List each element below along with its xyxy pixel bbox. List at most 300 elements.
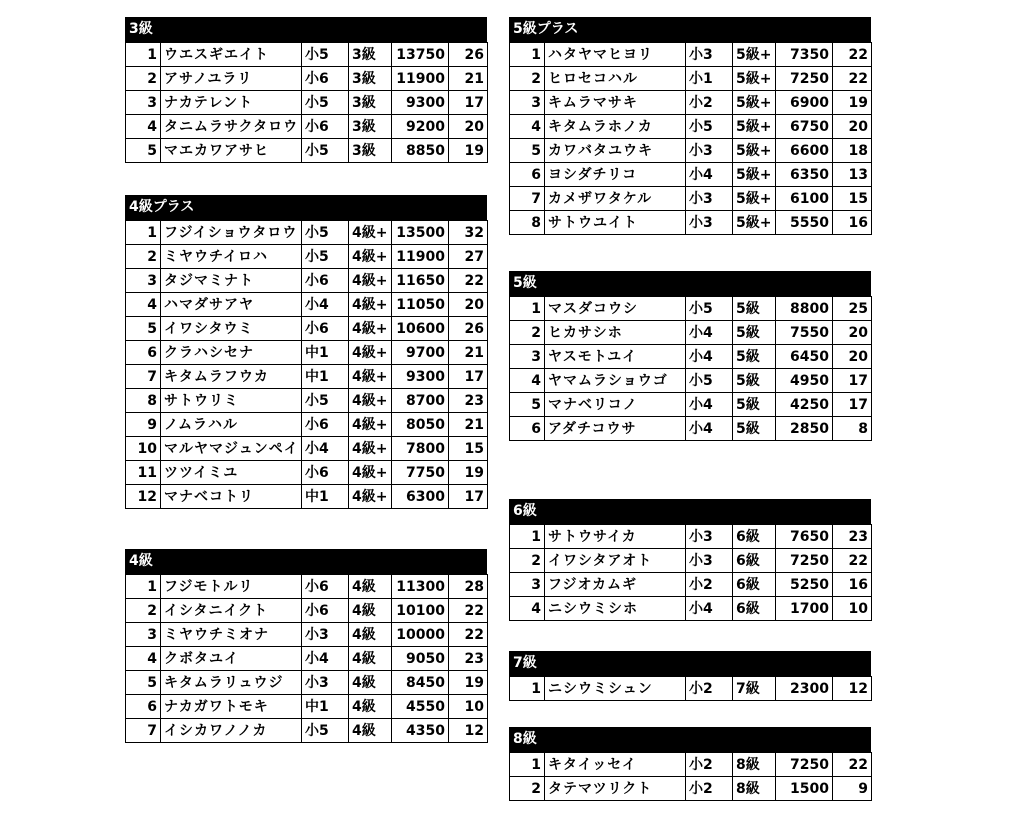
score-cell: 9050: [392, 647, 449, 671]
name-cell: マナベコトリ: [161, 485, 302, 509]
name-cell: カワバタユウキ: [545, 139, 686, 163]
grade-cell: 小2: [686, 777, 733, 801]
level-cell: 4級+: [349, 365, 392, 389]
table-row: [126, 67, 488, 91]
grade-cell: 小3: [686, 43, 733, 67]
ranking-table: [509, 296, 872, 441]
level-cell: 4級+: [349, 461, 392, 485]
games-cell: 20: [833, 321, 872, 345]
ranking-block: [509, 271, 871, 441]
score-cell: 8050: [392, 413, 449, 437]
rank-cell: 4: [126, 115, 161, 139]
block-title: 5級: [509, 271, 871, 296]
grade-cell: 小5: [302, 719, 349, 743]
games-cell: 12: [449, 719, 488, 743]
name-cell: マエカワアサヒ: [161, 139, 302, 163]
grade-cell: 小6: [302, 413, 349, 437]
games-cell: 26: [449, 317, 488, 341]
grade-cell: 小5: [302, 43, 349, 67]
rank-cell: 4: [510, 597, 545, 621]
score-cell: 7250: [776, 549, 833, 573]
rank-cell: 10: [126, 437, 161, 461]
score-cell: 10600: [392, 317, 449, 341]
score-cell: 9300: [392, 91, 449, 115]
level-cell: 5級+: [733, 187, 776, 211]
level-cell: 4級: [349, 719, 392, 743]
ranking-table: [509, 524, 872, 621]
name-cell: カメザワタケル: [545, 187, 686, 211]
name-cell: キムラマサキ: [545, 91, 686, 115]
games-cell: 23: [449, 647, 488, 671]
name-cell: クラハシセナ: [161, 341, 302, 365]
level-cell: 6級: [733, 549, 776, 573]
level-cell: 4級+: [349, 413, 392, 437]
ranking-table: [509, 676, 872, 701]
score-cell: 9200: [392, 115, 449, 139]
level-cell: 3級: [349, 91, 392, 115]
score-cell: 7350: [776, 43, 833, 67]
games-cell: 8: [833, 417, 872, 441]
games-cell: 17: [833, 369, 872, 393]
grade-cell: 小3: [686, 187, 733, 211]
rank-cell: 7: [510, 187, 545, 211]
table-row: [510, 321, 872, 345]
grade-cell: 小6: [302, 317, 349, 341]
rank-cell: 7: [126, 719, 161, 743]
level-cell: 5級+: [733, 163, 776, 187]
games-cell: 22: [449, 269, 488, 293]
name-cell: ハマダサアヤ: [161, 293, 302, 317]
table-row: [510, 115, 872, 139]
score-cell: 8850: [392, 139, 449, 163]
name-cell: ヤマムラショウゴ: [545, 369, 686, 393]
score-cell: 7650: [776, 525, 833, 549]
score-cell: 4250: [776, 393, 833, 417]
level-cell: 6級: [733, 597, 776, 621]
grade-cell: 小5: [302, 91, 349, 115]
level-cell: 5級: [733, 369, 776, 393]
table-row: [126, 485, 488, 509]
ranking-table: [509, 42, 872, 235]
table-row: [510, 677, 872, 701]
name-cell: キタムラフウカ: [161, 365, 302, 389]
table-row: [510, 753, 872, 777]
table-row: [126, 413, 488, 437]
rank-cell: 3: [510, 91, 545, 115]
grade-cell: 小5: [302, 245, 349, 269]
name-cell: キタムラリュウジ: [161, 671, 302, 695]
table-row: [510, 91, 872, 115]
games-cell: 19: [833, 91, 872, 115]
games-cell: 21: [449, 67, 488, 91]
level-cell: 3級: [349, 43, 392, 67]
score-cell: 13500: [392, 221, 449, 245]
rank-cell: 1: [510, 525, 545, 549]
grade-cell: 小3: [302, 671, 349, 695]
name-cell: イワシタアオト: [545, 549, 686, 573]
grade-cell: 小3: [686, 549, 733, 573]
games-cell: 22: [833, 43, 872, 67]
score-cell: 11900: [392, 245, 449, 269]
level-cell: 5級: [733, 417, 776, 441]
grade-cell: 小3: [302, 623, 349, 647]
games-cell: 19: [449, 671, 488, 695]
games-cell: 17: [449, 485, 488, 509]
score-cell: 13750: [392, 43, 449, 67]
ranking-table: [509, 752, 872, 801]
rank-cell: 4: [126, 647, 161, 671]
grade-cell: 小6: [302, 461, 349, 485]
ranking-block: [125, 17, 487, 163]
games-cell: 16: [833, 211, 872, 235]
rank-cell: 2: [510, 321, 545, 345]
games-cell: 22: [449, 599, 488, 623]
level-cell: 5級+: [733, 91, 776, 115]
games-cell: 10: [833, 597, 872, 621]
grade-cell: 小1: [686, 67, 733, 91]
level-cell: 7級: [733, 677, 776, 701]
ranking-table: [125, 220, 488, 509]
grade-cell: 中1: [302, 485, 349, 509]
table-row: [510, 345, 872, 369]
games-cell: 20: [833, 115, 872, 139]
score-cell: 8800: [776, 297, 833, 321]
grade-cell: 小4: [302, 647, 349, 671]
games-cell: 28: [449, 575, 488, 599]
games-cell: 17: [833, 393, 872, 417]
score-cell: 11050: [392, 293, 449, 317]
level-cell: 4級+: [349, 245, 392, 269]
rank-cell: 3: [126, 91, 161, 115]
name-cell: ミヤウチイロハ: [161, 245, 302, 269]
games-cell: 16: [833, 573, 872, 597]
ranking-table: [125, 574, 488, 743]
table-row: [126, 221, 488, 245]
level-cell: 5級: [733, 297, 776, 321]
name-cell: サトウリミ: [161, 389, 302, 413]
grade-cell: 小3: [686, 525, 733, 549]
table-row: [510, 597, 872, 621]
rank-cell: 1: [510, 43, 545, 67]
rank-cell: 1: [126, 575, 161, 599]
score-cell: 6300: [392, 485, 449, 509]
games-cell: 23: [833, 525, 872, 549]
games-cell: 22: [833, 67, 872, 91]
block-title: 5級プラス: [509, 17, 871, 42]
level-cell: 5級: [733, 393, 776, 417]
grade-cell: 中1: [302, 365, 349, 389]
grade-cell: 小2: [686, 677, 733, 701]
games-cell: 20: [449, 115, 488, 139]
level-cell: 4級+: [349, 269, 392, 293]
games-cell: 13: [833, 163, 872, 187]
games-cell: 18: [833, 139, 872, 163]
table-row: [126, 91, 488, 115]
rank-cell: 3: [510, 345, 545, 369]
rank-cell: 2: [126, 67, 161, 91]
name-cell: ヒロセコハル: [545, 67, 686, 91]
table-row: [510, 369, 872, 393]
games-cell: 15: [833, 187, 872, 211]
level-cell: 5級: [733, 321, 776, 345]
name-cell: マナベリコノ: [545, 393, 686, 417]
games-cell: 22: [833, 549, 872, 573]
grade-cell: 小2: [686, 753, 733, 777]
table-row: [126, 575, 488, 599]
games-cell: 23: [449, 389, 488, 413]
rank-cell: 1: [126, 221, 161, 245]
table-row: [510, 139, 872, 163]
ranking-block: [125, 195, 487, 509]
games-cell: 21: [449, 413, 488, 437]
name-cell: ニシウミシホ: [545, 597, 686, 621]
rank-cell: 11: [126, 461, 161, 485]
level-cell: 4級+: [349, 293, 392, 317]
name-cell: キタイッセイ: [545, 753, 686, 777]
name-cell: ノムラハル: [161, 413, 302, 437]
table-row: [126, 599, 488, 623]
level-cell: 4級+: [349, 317, 392, 341]
grade-cell: 中1: [302, 695, 349, 719]
table-row: [126, 43, 488, 67]
table-row: [510, 393, 872, 417]
score-cell: 7800: [392, 437, 449, 461]
rank-cell: 4: [126, 293, 161, 317]
level-cell: 8級: [733, 753, 776, 777]
score-cell: 5550: [776, 211, 833, 235]
rank-cell: 4: [510, 115, 545, 139]
score-cell: 5250: [776, 573, 833, 597]
table-row: [510, 417, 872, 441]
games-cell: 9: [833, 777, 872, 801]
rank-cell: 1: [510, 297, 545, 321]
score-cell: 4550: [392, 695, 449, 719]
table-row: [126, 139, 488, 163]
name-cell: マスダコウシ: [545, 297, 686, 321]
score-cell: 9300: [392, 365, 449, 389]
table-row: [126, 269, 488, 293]
table-row: [126, 365, 488, 389]
rank-cell: 5: [126, 671, 161, 695]
grade-cell: 小4: [686, 417, 733, 441]
level-cell: 4級: [349, 599, 392, 623]
name-cell: サトウユイト: [545, 211, 686, 235]
name-cell: サトウサイカ: [545, 525, 686, 549]
rank-cell: 6: [510, 163, 545, 187]
grade-cell: 小6: [302, 269, 349, 293]
games-cell: 17: [449, 91, 488, 115]
grade-cell: 小2: [686, 573, 733, 597]
level-cell: 5級+: [733, 139, 776, 163]
score-cell: 6450: [776, 345, 833, 369]
table-row: [510, 43, 872, 67]
table-row: [126, 245, 488, 269]
table-row: [510, 573, 872, 597]
games-cell: 10: [449, 695, 488, 719]
table-row: [510, 297, 872, 321]
level-cell: 4級: [349, 647, 392, 671]
grade-cell: 小5: [302, 139, 349, 163]
rank-cell: 1: [126, 43, 161, 67]
level-cell: 5級+: [733, 43, 776, 67]
table-row: [126, 389, 488, 413]
block-title: 7級: [509, 651, 871, 676]
score-cell: 7250: [776, 753, 833, 777]
level-cell: 4級: [349, 623, 392, 647]
table-row: [510, 549, 872, 573]
games-cell: 20: [833, 345, 872, 369]
rank-cell: 5: [510, 393, 545, 417]
rank-cell: 5: [126, 139, 161, 163]
table-row: [126, 293, 488, 317]
score-cell: 7550: [776, 321, 833, 345]
rank-cell: 2: [126, 245, 161, 269]
grade-cell: 小5: [302, 221, 349, 245]
level-cell: 4級: [349, 575, 392, 599]
name-cell: ウエスギエイト: [161, 43, 302, 67]
rank-cell: 5: [126, 317, 161, 341]
grade-cell: 小5: [686, 115, 733, 139]
score-cell: 4350: [392, 719, 449, 743]
table-row: [126, 461, 488, 485]
games-cell: 26: [449, 43, 488, 67]
level-cell: 8級: [733, 777, 776, 801]
score-cell: 9700: [392, 341, 449, 365]
block-title: 3級: [125, 17, 487, 42]
games-cell: 32: [449, 221, 488, 245]
level-cell: 4級+: [349, 341, 392, 365]
grade-cell: 小6: [302, 115, 349, 139]
table-row: [510, 525, 872, 549]
name-cell: クボタユイ: [161, 647, 302, 671]
level-cell: 6級: [733, 525, 776, 549]
grade-cell: 小3: [686, 139, 733, 163]
block-title: 6級: [509, 499, 871, 524]
name-cell: ヤスモトユイ: [545, 345, 686, 369]
grade-cell: 小5: [302, 389, 349, 413]
table-row: [126, 719, 488, 743]
level-cell: 4級+: [349, 389, 392, 413]
grade-cell: 小5: [686, 369, 733, 393]
games-cell: 25: [833, 297, 872, 321]
name-cell: ツツイミユ: [161, 461, 302, 485]
grade-cell: 小6: [302, 575, 349, 599]
grade-cell: 小6: [302, 599, 349, 623]
rank-cell: 6: [126, 695, 161, 719]
games-cell: 27: [449, 245, 488, 269]
name-cell: タテマツリクト: [545, 777, 686, 801]
rank-cell: 12: [126, 485, 161, 509]
block-title: 8級: [509, 727, 871, 752]
name-cell: ニシウミシュン: [545, 677, 686, 701]
name-cell: イシカワノノカ: [161, 719, 302, 743]
rank-cell: 5: [510, 139, 545, 163]
name-cell: ミヤウチミオナ: [161, 623, 302, 647]
score-cell: 6350: [776, 163, 833, 187]
level-cell: 5級: [733, 345, 776, 369]
rank-cell: 9: [126, 413, 161, 437]
name-cell: マルヤマジュンペイ: [161, 437, 302, 461]
grade-cell: 小6: [302, 67, 349, 91]
level-cell: 3級: [349, 67, 392, 91]
rank-cell: 6: [126, 341, 161, 365]
name-cell: アダチコウサ: [545, 417, 686, 441]
block-title: 4級: [125, 549, 487, 574]
level-cell: 4級+: [349, 437, 392, 461]
name-cell: フジオカムギ: [545, 573, 686, 597]
block-title: 4級プラス: [125, 195, 487, 220]
games-cell: 12: [833, 677, 872, 701]
name-cell: タジマミナト: [161, 269, 302, 293]
table-row: [126, 647, 488, 671]
rank-cell: 2: [510, 67, 545, 91]
games-cell: 22: [833, 753, 872, 777]
grade-cell: 小4: [686, 393, 733, 417]
ranking-block: [509, 17, 871, 235]
grade-cell: 小4: [686, 163, 733, 187]
ranking-table: [125, 42, 488, 163]
table-row: [126, 623, 488, 647]
table-row: [126, 115, 488, 139]
table-row: [126, 341, 488, 365]
score-cell: 8450: [392, 671, 449, 695]
name-cell: イワシタウミ: [161, 317, 302, 341]
rank-cell: 1: [510, 677, 545, 701]
name-cell: フジイショウタロウ: [161, 221, 302, 245]
table-row: [510, 187, 872, 211]
level-cell: 5級+: [733, 115, 776, 139]
games-cell: 20: [449, 293, 488, 317]
name-cell: フジモトルリ: [161, 575, 302, 599]
level-cell: 5級+: [733, 67, 776, 91]
name-cell: ヨシダチリコ: [545, 163, 686, 187]
rank-cell: 3: [126, 269, 161, 293]
score-cell: 6600: [776, 139, 833, 163]
name-cell: ナカテレント: [161, 91, 302, 115]
score-cell: 10100: [392, 599, 449, 623]
grade-cell: 小4: [686, 597, 733, 621]
table-row: [126, 317, 488, 341]
score-cell: 8700: [392, 389, 449, 413]
name-cell: イシタニイクト: [161, 599, 302, 623]
name-cell: タニムラサクタロウ: [161, 115, 302, 139]
score-cell: 1700: [776, 597, 833, 621]
rank-cell: 2: [126, 599, 161, 623]
rank-cell: 1: [510, 753, 545, 777]
score-cell: 11300: [392, 575, 449, 599]
name-cell: アサノユラリ: [161, 67, 302, 91]
level-cell: 4級: [349, 671, 392, 695]
rank-cell: 8: [510, 211, 545, 235]
rank-cell: 3: [126, 623, 161, 647]
level-cell: 3級: [349, 139, 392, 163]
score-cell: 11650: [392, 269, 449, 293]
games-cell: 21: [449, 341, 488, 365]
games-cell: 19: [449, 139, 488, 163]
score-cell: 6900: [776, 91, 833, 115]
rank-cell: 2: [510, 777, 545, 801]
ranking-block: [125, 549, 487, 743]
score-cell: 7250: [776, 67, 833, 91]
table-row: [126, 695, 488, 719]
score-cell: 4950: [776, 369, 833, 393]
table-row: [510, 67, 872, 91]
name-cell: キタムラホノカ: [545, 115, 686, 139]
score-cell: 1500: [776, 777, 833, 801]
level-cell: 6級: [733, 573, 776, 597]
name-cell: ヒカサシホ: [545, 321, 686, 345]
ranking-block: [509, 651, 871, 701]
